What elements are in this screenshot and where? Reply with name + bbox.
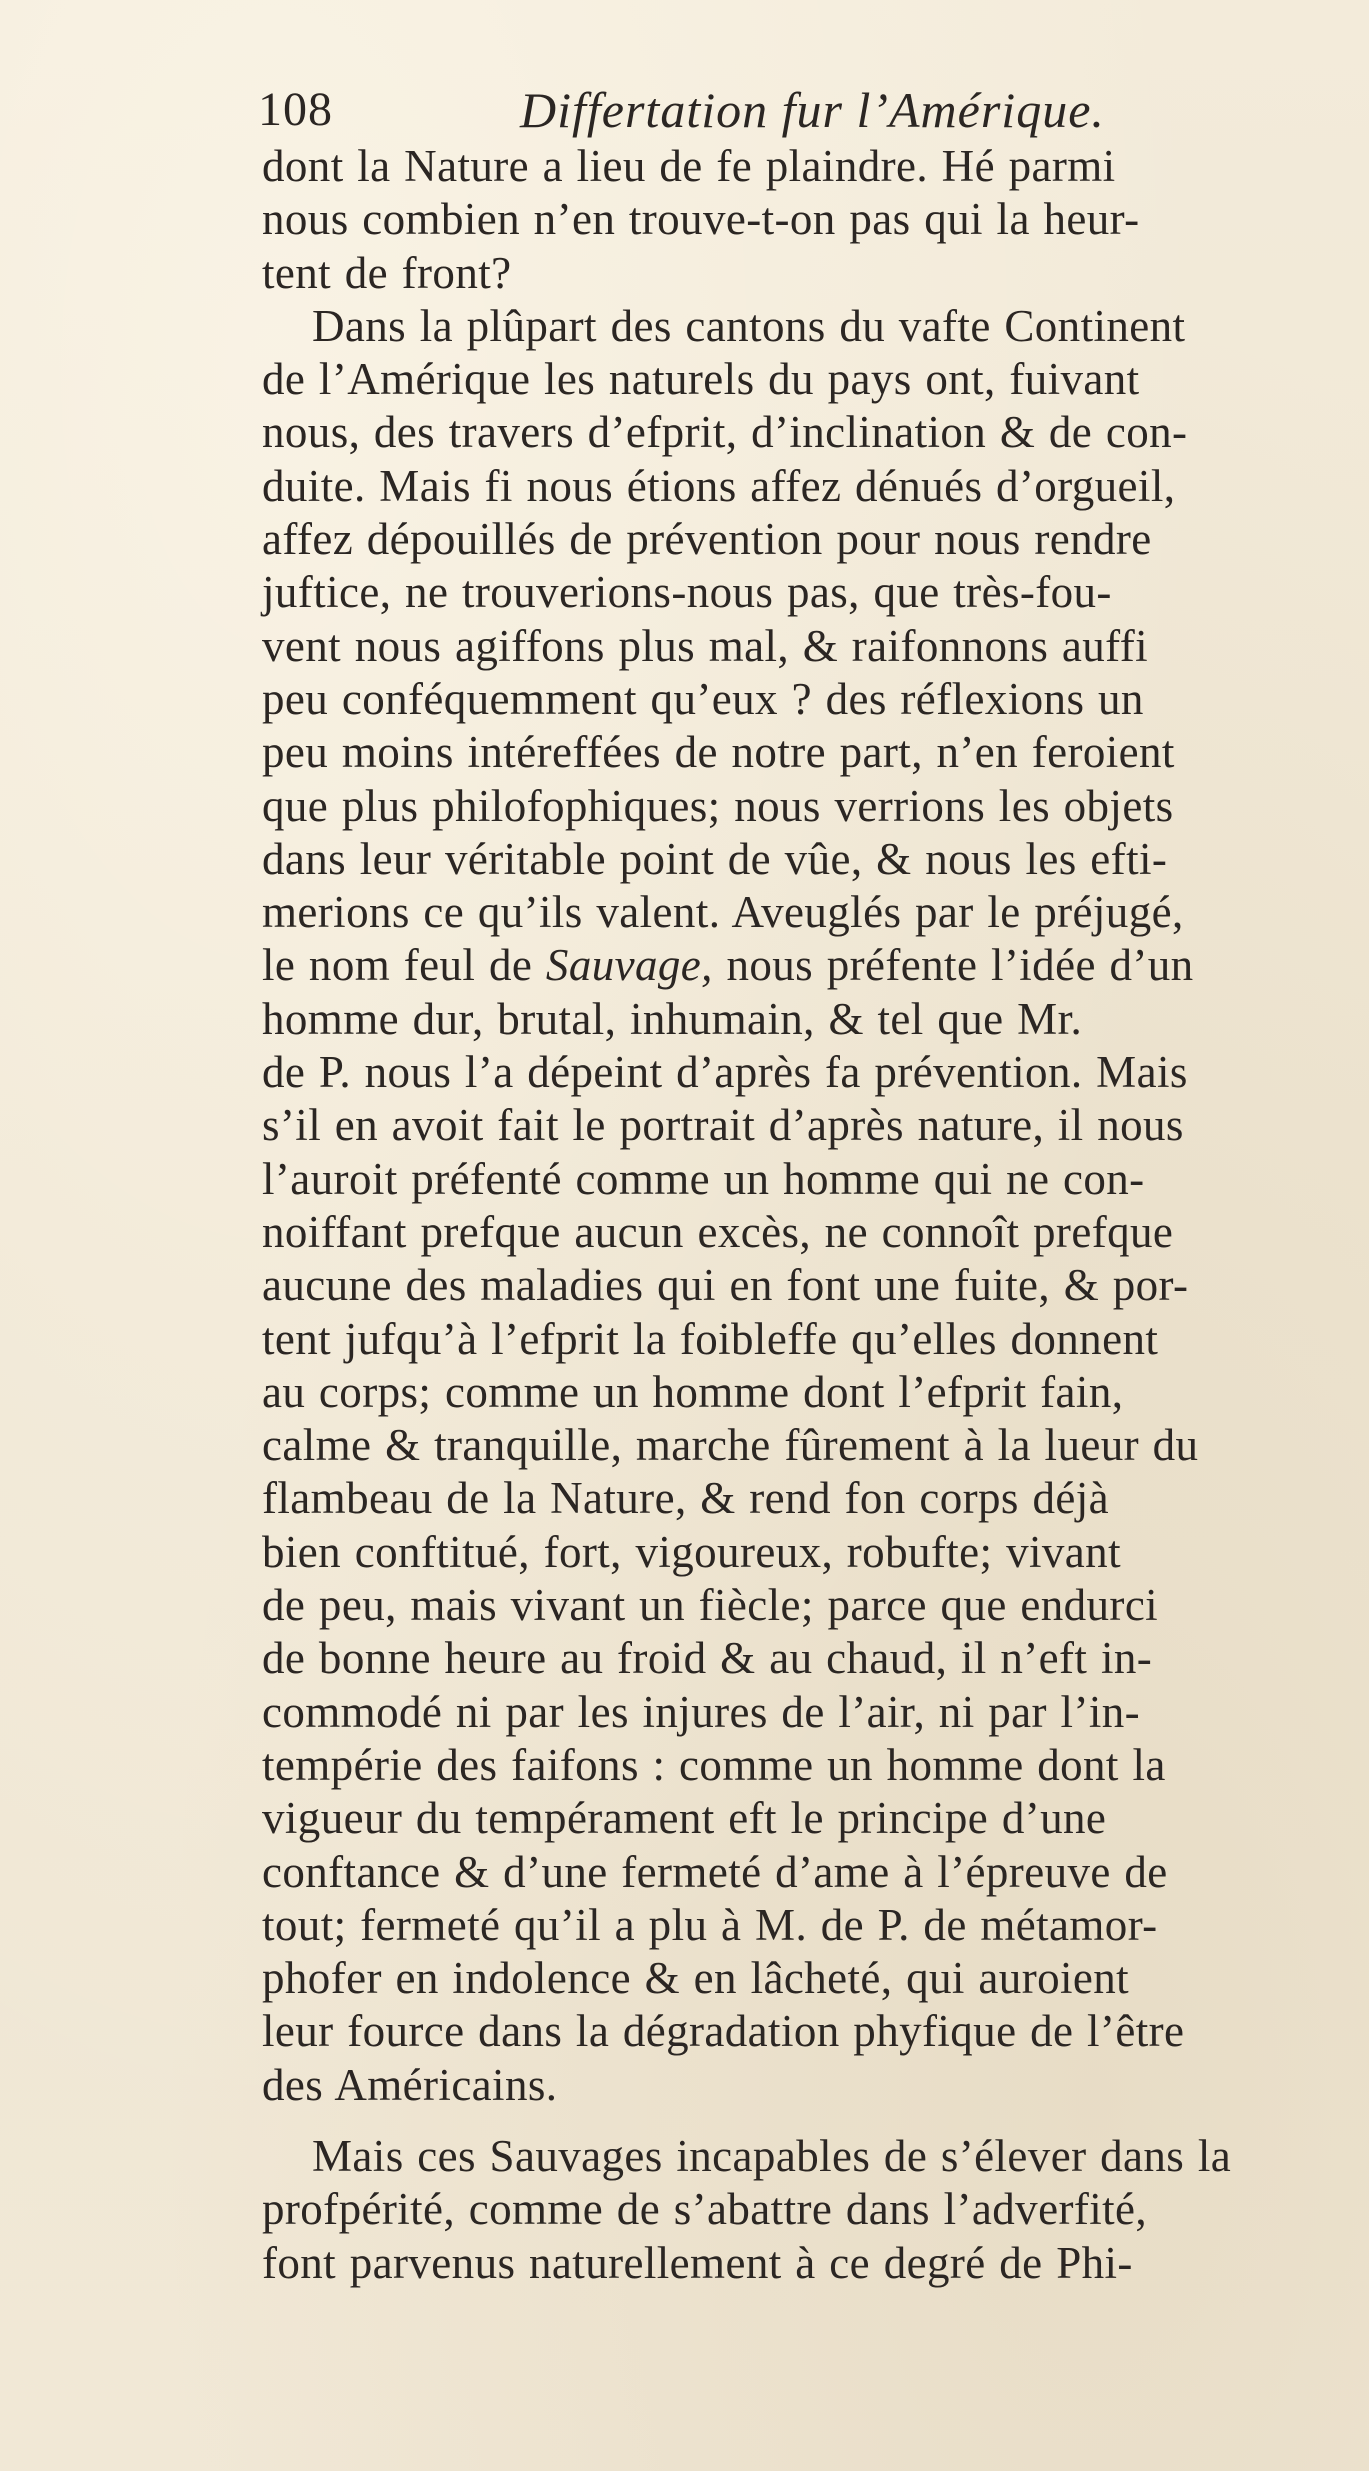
text-line: s’il en avoit fait le portrait d’après nature, il nous [262, 1100, 1184, 1151]
text-line: font parvenus naturellement à ce degré de Phi- [262, 2237, 1133, 2288]
page-header [258, 78, 1348, 142]
running-title: Differtation fur l’Amérique. [520, 82, 1105, 138]
text-line: peu conféquemment qu’eux ? des réflexions un [262, 673, 1144, 724]
text-segment: le nom feul de [262, 940, 546, 991]
paragraph-start-line: Mais ces Sauvages incapables de s’élever dans la [312, 2130, 1232, 2181]
text-line: de peu, mais vivant un fiècle; parce que endurci [262, 1580, 1159, 1631]
text-line: au corps; comme un homme dont l’efprit fain, [262, 1366, 1124, 1417]
text-line: de P. nous l’a dépeint d’après fa prévention. Mais [262, 1047, 1188, 1098]
text-line: conftance & d’une fermeté d’ame à l’épreuve de [262, 1846, 1168, 1897]
text-line: tent de front? [262, 247, 512, 298]
text-line: homme dur, brutal, inhumain, & tel que Mr. [262, 993, 1083, 1044]
paragraph-start-line: Dans la plûpart des cantons du vafte Continent [312, 300, 1186, 351]
text-line: dans leur véritable point de vûe, & nous les efti- [262, 833, 1168, 884]
text-line: bien conftitué, fort, vigoureux, robufte; vivant [262, 1526, 1121, 1577]
text-segment: nous préfente l’idée d’un [712, 940, 1194, 991]
text-line: nous combien n’en trouve-t-on pas qui la heur- [262, 194, 1140, 245]
text-line-with-italic [262, 939, 1362, 992]
text-line: que plus philofophiques; nous verrions les objets [262, 780, 1174, 831]
italic-word-sauvage: Sauvage, [545, 940, 713, 991]
text-line: tempérie des faifons : comme un homme dont la [262, 1739, 1166, 1790]
text-line: nous, des travers d’efprit, d’inclination & de con- [262, 407, 1188, 458]
text-line: peu moins intéreffées de notre part, n’en feroient [262, 727, 1175, 778]
paragraph-gap [262, 2112, 1362, 2130]
text-line: noiffant prefque aucun excès, ne connoît prefque [262, 1206, 1174, 1257]
text-line: duite. Mais fi nous étions affez dénués d’orgueil, [262, 460, 1176, 511]
text-line: l’auroit préfenté comme un homme qui ne con- [262, 1153, 1145, 1204]
text-line: de bonne heure au froid & au chaud, il n’eft in- [262, 1633, 1153, 1684]
text-line: merions ce qu’ils valent. Aveuglés par le préjugé, [262, 887, 1184, 938]
text-line: flambeau de la Nature, & rend fon corps déjà [262, 1473, 1110, 1524]
text-line: tout; fermeté qu’il a plu à M. de P. de métamor- [262, 1899, 1158, 1950]
page-number: 108 [258, 83, 333, 136]
text-line: vent nous agiffons plus mal, & raifonnons auffi [262, 620, 1149, 671]
text-line: des Américains. [262, 2059, 558, 2110]
text-line: commodé ni par les injures de l’air, ni par l’in- [262, 1686, 1141, 1737]
text-line: tent jufqu’à l’efprit la foibleffe qu’elles donnent [262, 1313, 1159, 1364]
text-line: profpérité, comme de s’abattre dans l’adverfité, [262, 2184, 1148, 2235]
text-line: calme & tranquille, marche fûrement à la lueur du [262, 1420, 1199, 1471]
text-line: de l’Amérique les naturels du pays ont, fuivant [262, 354, 1140, 405]
text-line: dont la Nature a lieu de fe plaindre. Hé parmi [262, 141, 1116, 191]
text-line: phofer en indolence & en lâcheté, qui auroient [262, 1953, 1130, 2004]
text-line: aucune des maladies qui en font une fuite, & por- [262, 1260, 1189, 1311]
body-text [262, 140, 1362, 2290]
text-line: vigueur du tempérament eft le principe d’une [262, 1793, 1107, 1844]
text-line: leur fource dans la dégradation phyfique de l’être [262, 2006, 1185, 2057]
text-line: affez dépouillés de prévention pour nous rendre [262, 514, 1152, 565]
text-line: juftice, ne trouverions-nous pas, que très-fou- [262, 567, 1112, 618]
